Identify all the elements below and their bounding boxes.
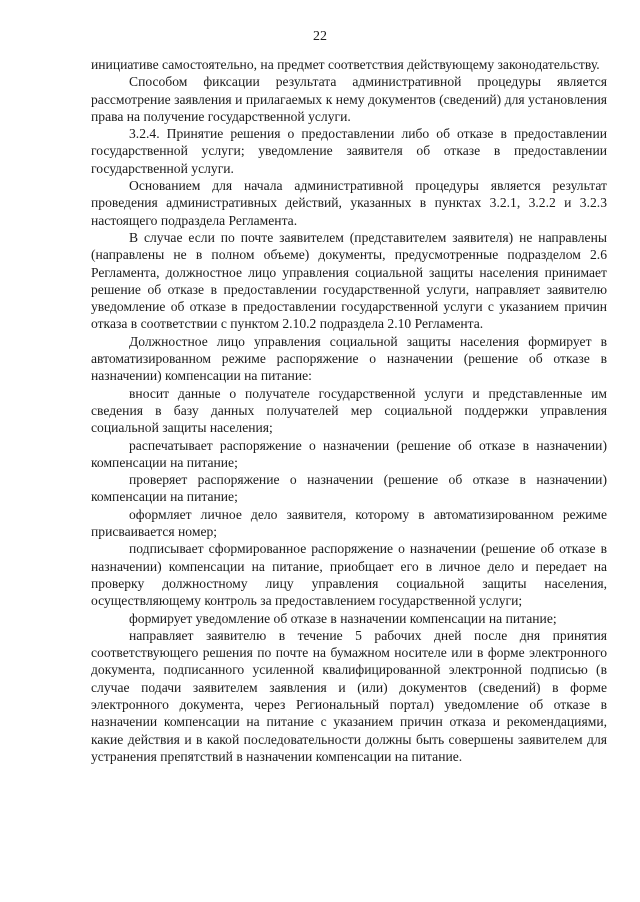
list-item: вносит данные о получателе государственной услуги и представленные им сведения в базу данных получателей мер социальной поддержки управления социальной защиты населения; (91, 385, 607, 436)
page-number: 22 (313, 29, 327, 44)
list-item: направляет заявителю в течение 5 рабочих дней после дня принятия соответствующего решения по почте на бумажном носителе или в форме электронного документа, подписанного усиленной квалифицированной электронной подписью (в случае подачи заявителем заявления и (или) документов (сведений) в форме электронного документа, через Региональный портал) уведомление об отказе в назначении компенсации на питание с указанием причин отказа и рекомендациями, какие действия и в какой последовательности должны быть совершены заявителем для устранения препятствий в назначении компенсации на питание. (91, 627, 607, 764)
section-heading-3-2-4: 3.2.4. Принятие решения о предоставлении либо об отказе в предоставлении государственной услуги; уведомление заявителя об отказе в предоставлении государственной услуги. (91, 126, 607, 176)
paragraph: Способом фиксации результата административной процедуры является рассмотрение заявления и прилагаемых к нему документов (сведений) для установления права на получение государственной услуги. (91, 74, 607, 124)
paragraph: В случае если по почте заявителем (представителем заявителя) не направлены (направлены не в полном объеме) документы, предусмотренные подразделом 2.6 Регламента, должностное лицо управления социальной защиты населения принимает решение об отказе в предоставлении государственной услуги, направляет заявителю уведомление об отказе в предоставлении государственной услуги с указанием причин отказа в соответствии с пунктом 2.10.2 подраздела 2.10 Регламента. (91, 229, 607, 332)
document-body (91, 56, 607, 765)
paragraph: Основанием для начала административной процедуры является результат проведения административных действий, указанных в пунктах 3.2.1, 3.2.2 и 3.2.3 настоящего подраздела Регламента. (91, 178, 607, 228)
list-item: проверяет распоряжение о назначении (решение об отказе в назначении) компенсации на питание; (91, 472, 607, 505)
paragraph: Должностное лицо управления социальной защиты населения формирует в автоматизированном режиме распоряжение о назначении (решение об отказе в назначении) компенсации на питание: (91, 333, 607, 384)
list-item: подписывает сформированное распоряжение о назначении (решение об отказе в назначении) компенсации на питание, приобщает его в личное дело и передает на проверку должностному лицу управления социальной защиты населения, осуществляющему контроль за предоставлением государственной услуги; (91, 541, 607, 609)
paragraph-continuation: инициативе самостоятельно, на предмет соответствия действующему законодательству. (91, 57, 600, 72)
list-item: распечатывает распоряжение о назначении (решение об отказе в назначении) компенсации на питание; (91, 437, 607, 470)
list-item: формирует уведомление об отказе в назначении компенсации на питание; (129, 610, 557, 626)
list-item: оформляет личное дело заявителя, которому в автоматизированном режиме присваивается номер; (91, 506, 607, 540)
